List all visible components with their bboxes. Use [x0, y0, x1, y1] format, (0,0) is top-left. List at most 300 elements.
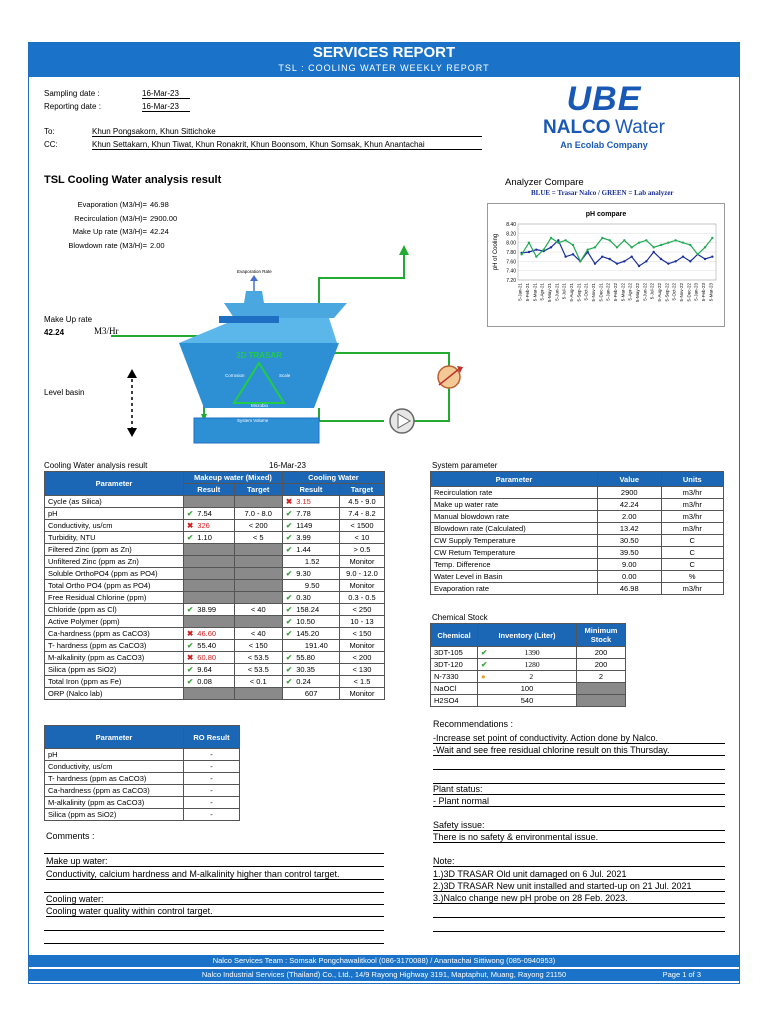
data-point [608, 239, 610, 241]
blank-line [44, 943, 384, 944]
sys-value: 2900 [598, 487, 662, 499]
cw-cooling-value: 158.24 [296, 605, 320, 614]
cw-makeup-target [234, 556, 282, 568]
cw-makeup-target: < 150 [234, 640, 282, 652]
ro-param: M-alkalinity (ppm as CaCO3) [45, 797, 184, 809]
stock-row [431, 695, 626, 707]
cw-cooling-target: < 250 [339, 604, 384, 616]
trasar-brand: 3D TRASAR [236, 351, 282, 360]
cw-makeup-target [234, 544, 282, 556]
cooling-comment-title: Cooling water: [46, 894, 384, 905]
cw-makeup-result [184, 508, 235, 520]
x-tick-label: 5-Jun-22 [642, 283, 648, 301]
cw-makeup-target: < 53.5 [234, 652, 282, 664]
note-line-2: 2.)3D TRASAR New unit installed and started-up on 21 Jul. 2021 [433, 881, 725, 892]
data-point [667, 241, 669, 243]
stock-minimum [577, 695, 626, 707]
check-icon: ✔ [187, 677, 194, 686]
cw-param: Turbidity, NTU [45, 532, 184, 544]
ro-param: pH [45, 749, 184, 761]
param-label: Evaporation (M3/H)= [77, 200, 147, 209]
x-tick-label: 5-Sep-22 [664, 283, 670, 302]
cw-makeup-target: < 40 [234, 628, 282, 640]
system-volume-label: System Volume [237, 418, 269, 423]
analyzer-legend [531, 189, 674, 197]
note-line-3: 3.)Nalco change new pH probe on 28 Feb. 2023. [433, 893, 725, 904]
check-icon: ✔ [285, 545, 293, 554]
cw-makeup-result [184, 580, 235, 592]
y-tick-label: 7.40 [506, 268, 516, 275]
check-icon: ✔ [187, 605, 194, 614]
cw-cooling-target: Monitor [339, 556, 384, 568]
sys-row [431, 523, 724, 535]
stock-chemical: N-7330 [431, 671, 478, 683]
check-icon: ✔ [285, 569, 293, 578]
sys-units: m3/hr [661, 499, 723, 511]
cw-param: Free Residual Chlorine (ppm) [45, 592, 184, 604]
sys-param: CW Supply Temperature [431, 535, 598, 547]
data-point [520, 253, 522, 255]
data-point [696, 253, 698, 255]
sys-header-units: Units [661, 472, 723, 487]
stock-row [431, 659, 626, 671]
cw-cooling-target: 10 - 13 [339, 616, 384, 628]
sys-units: C [661, 559, 723, 571]
cw-makeup-target: < 0.1 [234, 676, 282, 688]
cw-cooling-target: 4.5 - 9.0 [339, 496, 384, 508]
stock-inventory [478, 683, 577, 695]
data-point [564, 255, 566, 257]
cw-cooling-value: 3.99 [296, 533, 311, 542]
cw-makeup-value: 9.64 [197, 665, 212, 674]
cw-makeup-value: 55.40 [197, 641, 217, 650]
data-point [630, 255, 632, 257]
footer-company: Nalco Industrial Services (Thailand) Co., Ltd., 14/9 Rayong Highway 3191, Maptaphut, Muang, Rayong 21150 [201, 970, 567, 979]
microbio-label: Microbio [251, 403, 269, 408]
cw-makeup-target [234, 592, 282, 604]
sys-row [431, 511, 724, 523]
blank-line [433, 931, 725, 932]
stock-inventory [478, 647, 577, 659]
x-tick-label: 5-Feb-22 [613, 283, 618, 302]
cw-makeup-value: 38.99 [197, 605, 217, 614]
data-point [601, 237, 603, 239]
cw-row [45, 652, 385, 664]
blank-line [44, 892, 384, 893]
cw-cooling-result [282, 520, 339, 532]
comments-title: Comments : [46, 831, 95, 841]
data-point [689, 244, 691, 246]
report-title: SERVICES REPORT [312, 44, 456, 61]
cw-param: Ca-hardness (ppm as CaCO3) [45, 628, 184, 640]
data-point [550, 237, 552, 239]
cw-makeup-result [184, 628, 235, 640]
data-point [601, 255, 603, 257]
cw-cooling-result [282, 676, 339, 688]
data-point [652, 251, 654, 253]
cooling-water-table [44, 471, 385, 700]
ro-header-result: RO Result [184, 726, 240, 749]
data-point [623, 239, 625, 241]
x-tick-label: 5-Jan-22 [605, 283, 611, 301]
sys-table-caption: System parameter [432, 461, 498, 470]
legend-text: BLUE = Trasar Nalco / GREEN = Lab analyzer [531, 189, 674, 197]
cw-makeup-result [184, 568, 235, 580]
x-tick-label: 5-Nov-21 [591, 283, 596, 302]
cw-makeup-result [184, 640, 235, 652]
cross-icon: ✖ [187, 521, 194, 530]
cw-param: Total Ortho PO4 (ppm as PO4) [45, 580, 184, 592]
ro-param: Ca-hardness (ppm as CaCO3) [45, 785, 184, 797]
cw-cooling-result [282, 580, 339, 592]
sys-units: C [661, 535, 723, 547]
cooling-comment-line: Cooling water quality within control target. [46, 906, 384, 917]
data-point [616, 246, 618, 248]
cw-header-result: Result [184, 484, 235, 496]
reporting-date-value: 16-Mar-23 [142, 102, 190, 112]
check-icon: ✔ [285, 521, 293, 530]
ro-row [45, 797, 240, 809]
cw-param: Soluble OrthoPO4 (ppm as PO4) [45, 568, 184, 580]
scale-label: Scale [279, 373, 291, 378]
cw-makeup-value: 46.60 [197, 629, 217, 638]
ro-value: - [184, 773, 240, 785]
data-point [572, 253, 574, 255]
stock-inventory-value: 1280 [524, 660, 540, 669]
blank-line [433, 917, 725, 918]
sys-row [431, 559, 724, 571]
ro-value: - [184, 785, 240, 797]
cw-makeup-target [234, 580, 282, 592]
sys-row [431, 583, 724, 595]
sys-value: 0.00 [598, 571, 662, 583]
x-tick-label: 5-Oct-21 [583, 283, 589, 301]
check-icon: ✔ [285, 533, 293, 542]
sys-value: 13.42 [598, 523, 662, 535]
cw-param: ORP (Nalco lab) [45, 688, 184, 700]
cw-cooling-result [282, 568, 339, 580]
ro-row [45, 785, 240, 797]
data-point [616, 262, 618, 264]
cw-makeup-value: 60.80 [197, 653, 217, 662]
check-icon: ✔ [285, 629, 293, 638]
data-point [535, 248, 537, 250]
stock-inventory [478, 659, 577, 671]
cw-cooling-result [282, 664, 339, 676]
ro-param: T- hardness (ppm as CaCO3) [45, 773, 184, 785]
cw-row [45, 664, 385, 676]
process-diagram [29, 233, 489, 448]
ro-table [44, 725, 240, 821]
ro-value: - [184, 809, 240, 821]
cw-param: Conductivity, us/cm [45, 520, 184, 532]
sys-param: Evaporation rate [431, 583, 598, 595]
cw-row [45, 676, 385, 688]
cw-makeup-value: 0.08 [197, 677, 212, 686]
sys-value: 42.24 [598, 499, 662, 511]
check-icon: ✔ [187, 533, 194, 542]
level-basin-label: Level basin [44, 388, 85, 397]
stock-inventory-value: 2 [529, 672, 534, 681]
cross-icon: ✖ [285, 497, 293, 506]
cw-makeup-result [184, 664, 235, 676]
data-point [572, 244, 574, 246]
data-point [528, 251, 530, 253]
cross-icon: ✖ [187, 629, 194, 638]
ro-row [45, 761, 240, 773]
cw-cooling-target: 0.3 - 0.5 [339, 592, 384, 604]
cw-param: Unfiltered Zinc (ppm as Zn) [45, 556, 184, 568]
cw-param: Filtered Zinc (ppm as Zn) [45, 544, 184, 556]
cw-param: pH [45, 508, 184, 520]
data-point [579, 260, 581, 262]
check-icon: ✔ [285, 617, 293, 626]
chemical-stock-table [430, 623, 626, 707]
cw-row [45, 640, 385, 652]
evaporation-rate-label: Evaporation Rate [237, 269, 272, 274]
sys-value: 46.98 [598, 583, 662, 595]
cw-makeup-result [184, 592, 235, 604]
cw-cooling-target: < 200 [339, 652, 384, 664]
cc-label: CC: [44, 140, 58, 149]
cw-cooling-result [282, 652, 339, 664]
cw-cooling-value: 607 [304, 689, 318, 698]
makeup-rate-label: Make Up rate [44, 315, 93, 324]
cw-param: Total Iron (ppm as Fe) [45, 676, 184, 688]
cw-cooling-result [282, 508, 339, 520]
cw-cooling-target: < 10 [339, 532, 384, 544]
cw-cooling-result [282, 640, 339, 652]
data-point [586, 248, 588, 250]
stock-header-inventory: Inventory (Liter) [478, 624, 577, 647]
data-point [660, 258, 662, 260]
stock-minimum [577, 683, 626, 695]
cw-cooling-result [282, 496, 339, 508]
sys-header-value: Value [598, 472, 662, 487]
x-tick-label: 5-Jul-21 [561, 283, 567, 300]
stock-header-minimum: Minimum Stock [577, 624, 626, 647]
x-tick-label: 5-Nov-22 [679, 283, 684, 302]
sys-units: m3/hr [661, 583, 723, 595]
cw-makeup-target: < 200 [234, 520, 282, 532]
footer-company-row [29, 969, 739, 981]
ro-row [45, 773, 240, 785]
x-tick-label: 5-Jan-23 [693, 283, 699, 301]
sys-value: 2.00 [598, 511, 662, 523]
stock-minimum: 200 [577, 647, 626, 659]
check-icon: ✔ [187, 641, 194, 650]
makeup-rate-value: 42.24 [44, 328, 65, 337]
param-value: 2.00 [150, 240, 165, 250]
stock-minimum: 200 [577, 659, 626, 671]
to-label: To: [44, 127, 55, 136]
cw-cooling-result [282, 556, 339, 568]
y-tick-label: 7.80 [506, 250, 516, 256]
report-header [29, 43, 739, 77]
cw-makeup-target [234, 568, 282, 580]
cw-header-makeup: Makeup water (Mixed) [184, 472, 283, 484]
data-point [674, 239, 676, 241]
param-label: Recirculation (M3/H)= [74, 213, 147, 223]
data-point [711, 237, 713, 239]
warning-icon: ● [481, 672, 486, 681]
y-tick-label: 7.60 [506, 259, 516, 266]
cw-cooling-result [282, 532, 339, 544]
sys-param: Manual blowdown rate [431, 511, 598, 523]
blank-line [44, 930, 384, 931]
sys-row [431, 535, 724, 547]
x-tick-label: 5-Feb-23 [701, 283, 706, 302]
cw-cooling-value: 30.35 [296, 665, 315, 674]
note-title: Note: [433, 856, 725, 867]
cw-makeup-result [184, 616, 235, 628]
data-point [711, 255, 713, 257]
data-point [652, 246, 654, 248]
cw-header-target: Target [339, 484, 384, 496]
data-point [630, 246, 632, 248]
data-point [682, 255, 684, 257]
x-tick-label: 5-Jul-22 [649, 283, 655, 300]
ro-value: - [184, 761, 240, 773]
x-tick-label: 5-Dec-22 [686, 283, 692, 302]
cw-cooling-target: < 130 [339, 664, 384, 676]
cw-cooling-value: 1.52 [304, 557, 320, 566]
footer-team: Nalco Services Team : Somsak Pongchawalitkool (086-3170088) / Anantachai Sittiwong (085-0940953) [29, 955, 739, 967]
cw-cooling-value: 145.20 [296, 629, 320, 638]
cw-param: Cycle (as Silica) [45, 496, 184, 508]
x-tick-label: 5-Aug-22 [657, 283, 662, 302]
data-point [535, 255, 537, 257]
data-point [645, 239, 647, 241]
cw-param: T- hardness (ppm as CaCO3) [45, 640, 184, 652]
cw-row [45, 616, 385, 628]
cw-cooling-value: 0.24 [296, 677, 311, 686]
x-tick-label: 5-Aug-21 [569, 283, 574, 302]
sys-param: CW Return Temperature [431, 547, 598, 559]
ph-compare-chart [487, 203, 725, 327]
stock-inventory [478, 671, 577, 683]
ro-param: Conductivity, us/cm [45, 761, 184, 773]
cw-cooling-value: 9.50 [304, 581, 320, 590]
y-tick-label: 8.20 [506, 231, 516, 238]
blank-line [44, 853, 384, 854]
x-tick-label: 5-Apr-22 [627, 283, 633, 301]
data-point [557, 241, 559, 243]
cw-cooling-result [282, 604, 339, 616]
recommendations-title: Recommendations : [433, 719, 514, 729]
chart-title: pH compare [585, 211, 627, 218]
cw-cooling-result [282, 616, 339, 628]
data-point [638, 265, 640, 267]
param-row [49, 198, 177, 212]
series-line [522, 240, 713, 266]
cw-cooling-value: 0.30 [296, 593, 311, 602]
cw-row [45, 688, 385, 700]
stock-chemical: 3DT-105 [431, 647, 478, 659]
cw-row [45, 628, 385, 640]
logo-tagline: An Ecolab Company [560, 140, 648, 150]
data-point [674, 260, 676, 262]
x-tick-label: 5-Dec-21 [598, 283, 604, 302]
ro-param: Silica (ppm as SiO2) [45, 809, 184, 821]
sys-header-param: Parameter [431, 472, 598, 487]
data-point [704, 246, 706, 248]
cw-header-cooling: Cooling Water [282, 472, 384, 484]
cw-cooling-value: 1.44 [296, 545, 311, 554]
blank-line [433, 769, 725, 770]
cw-cooling-target: Monitor [339, 580, 384, 592]
cw-makeup-result [184, 604, 235, 616]
data-point [557, 239, 559, 241]
sys-param: Recirculation rate [431, 487, 598, 499]
sys-value: 9.00 [598, 559, 662, 571]
check-icon: ✔ [187, 665, 194, 674]
cw-param: Active Polymer (ppm) [45, 616, 184, 628]
ro-header-param: Parameter [45, 726, 184, 749]
param-row [49, 212, 177, 226]
plant-status-title: Plant status: [433, 784, 725, 795]
recommendation-line-1: -Increase set point of conductivity. Action done by Nalco. [433, 733, 725, 744]
x-tick-label: 5-Jan-21 [517, 283, 523, 301]
sys-units: C [661, 547, 723, 559]
stock-chemical: NaOCl [431, 683, 478, 695]
sys-units: m3/hr [661, 487, 723, 499]
report-subtitle: TSL : COOLING WATER WEEKLY REPORT [278, 63, 490, 73]
report-page [28, 42, 740, 984]
check-icon: ✔ [285, 665, 293, 674]
cw-header-param: Parameter [45, 472, 184, 496]
cw-table-caption: Cooling Water analysis result [44, 461, 148, 470]
cw-row [45, 496, 385, 508]
cw-cooling-result [282, 688, 339, 700]
sys-value: 30.50 [598, 535, 662, 547]
check-icon: ✔ [481, 660, 488, 669]
stock-minimum: 2 [577, 671, 626, 683]
cw-cooling-target: < 1.5 [339, 676, 384, 688]
cw-makeup-target [234, 616, 282, 628]
footer-page: Page 1 of 3 [662, 970, 701, 979]
sys-param: Make up water rate [431, 499, 598, 511]
cw-makeup-target [234, 496, 282, 508]
cw-cooling-value: 3.15 [296, 497, 311, 506]
cw-row [45, 508, 385, 520]
sampling-date-value: 16-Mar-23 [142, 89, 190, 99]
cw-row [45, 532, 385, 544]
y-tick-label: 8.00 [506, 240, 516, 247]
cw-makeup-result [184, 652, 235, 664]
cw-row [45, 568, 385, 580]
x-tick-label: 5-Mar-22 [620, 283, 626, 302]
cw-cooling-target: 9.0 - 12.0 [339, 568, 384, 580]
cw-cooling-result [282, 544, 339, 556]
x-tick-label: 5-May-22 [635, 283, 640, 303]
cw-makeup-value: 1.10 [197, 533, 212, 542]
to-value: Khun Pongsakorn, Khun Sittichoke [92, 127, 482, 137]
cw-cooling-value: 9.30 [296, 569, 311, 578]
data-point [645, 260, 647, 262]
check-icon: ✔ [285, 509, 293, 518]
data-point [550, 246, 552, 248]
cw-cooling-target: Monitor [339, 640, 384, 652]
x-tick-label: 5-May-21 [547, 283, 552, 303]
y-axis-label: pH of Cooling [493, 233, 499, 271]
corrosion-label: Corrosion [225, 373, 245, 378]
cw-header-result: Result [282, 484, 339, 496]
x-tick-label: 5-Mar-21 [532, 283, 538, 302]
sys-row [431, 547, 724, 559]
sys-row [431, 571, 724, 583]
param-value: 46.98 [150, 200, 169, 209]
